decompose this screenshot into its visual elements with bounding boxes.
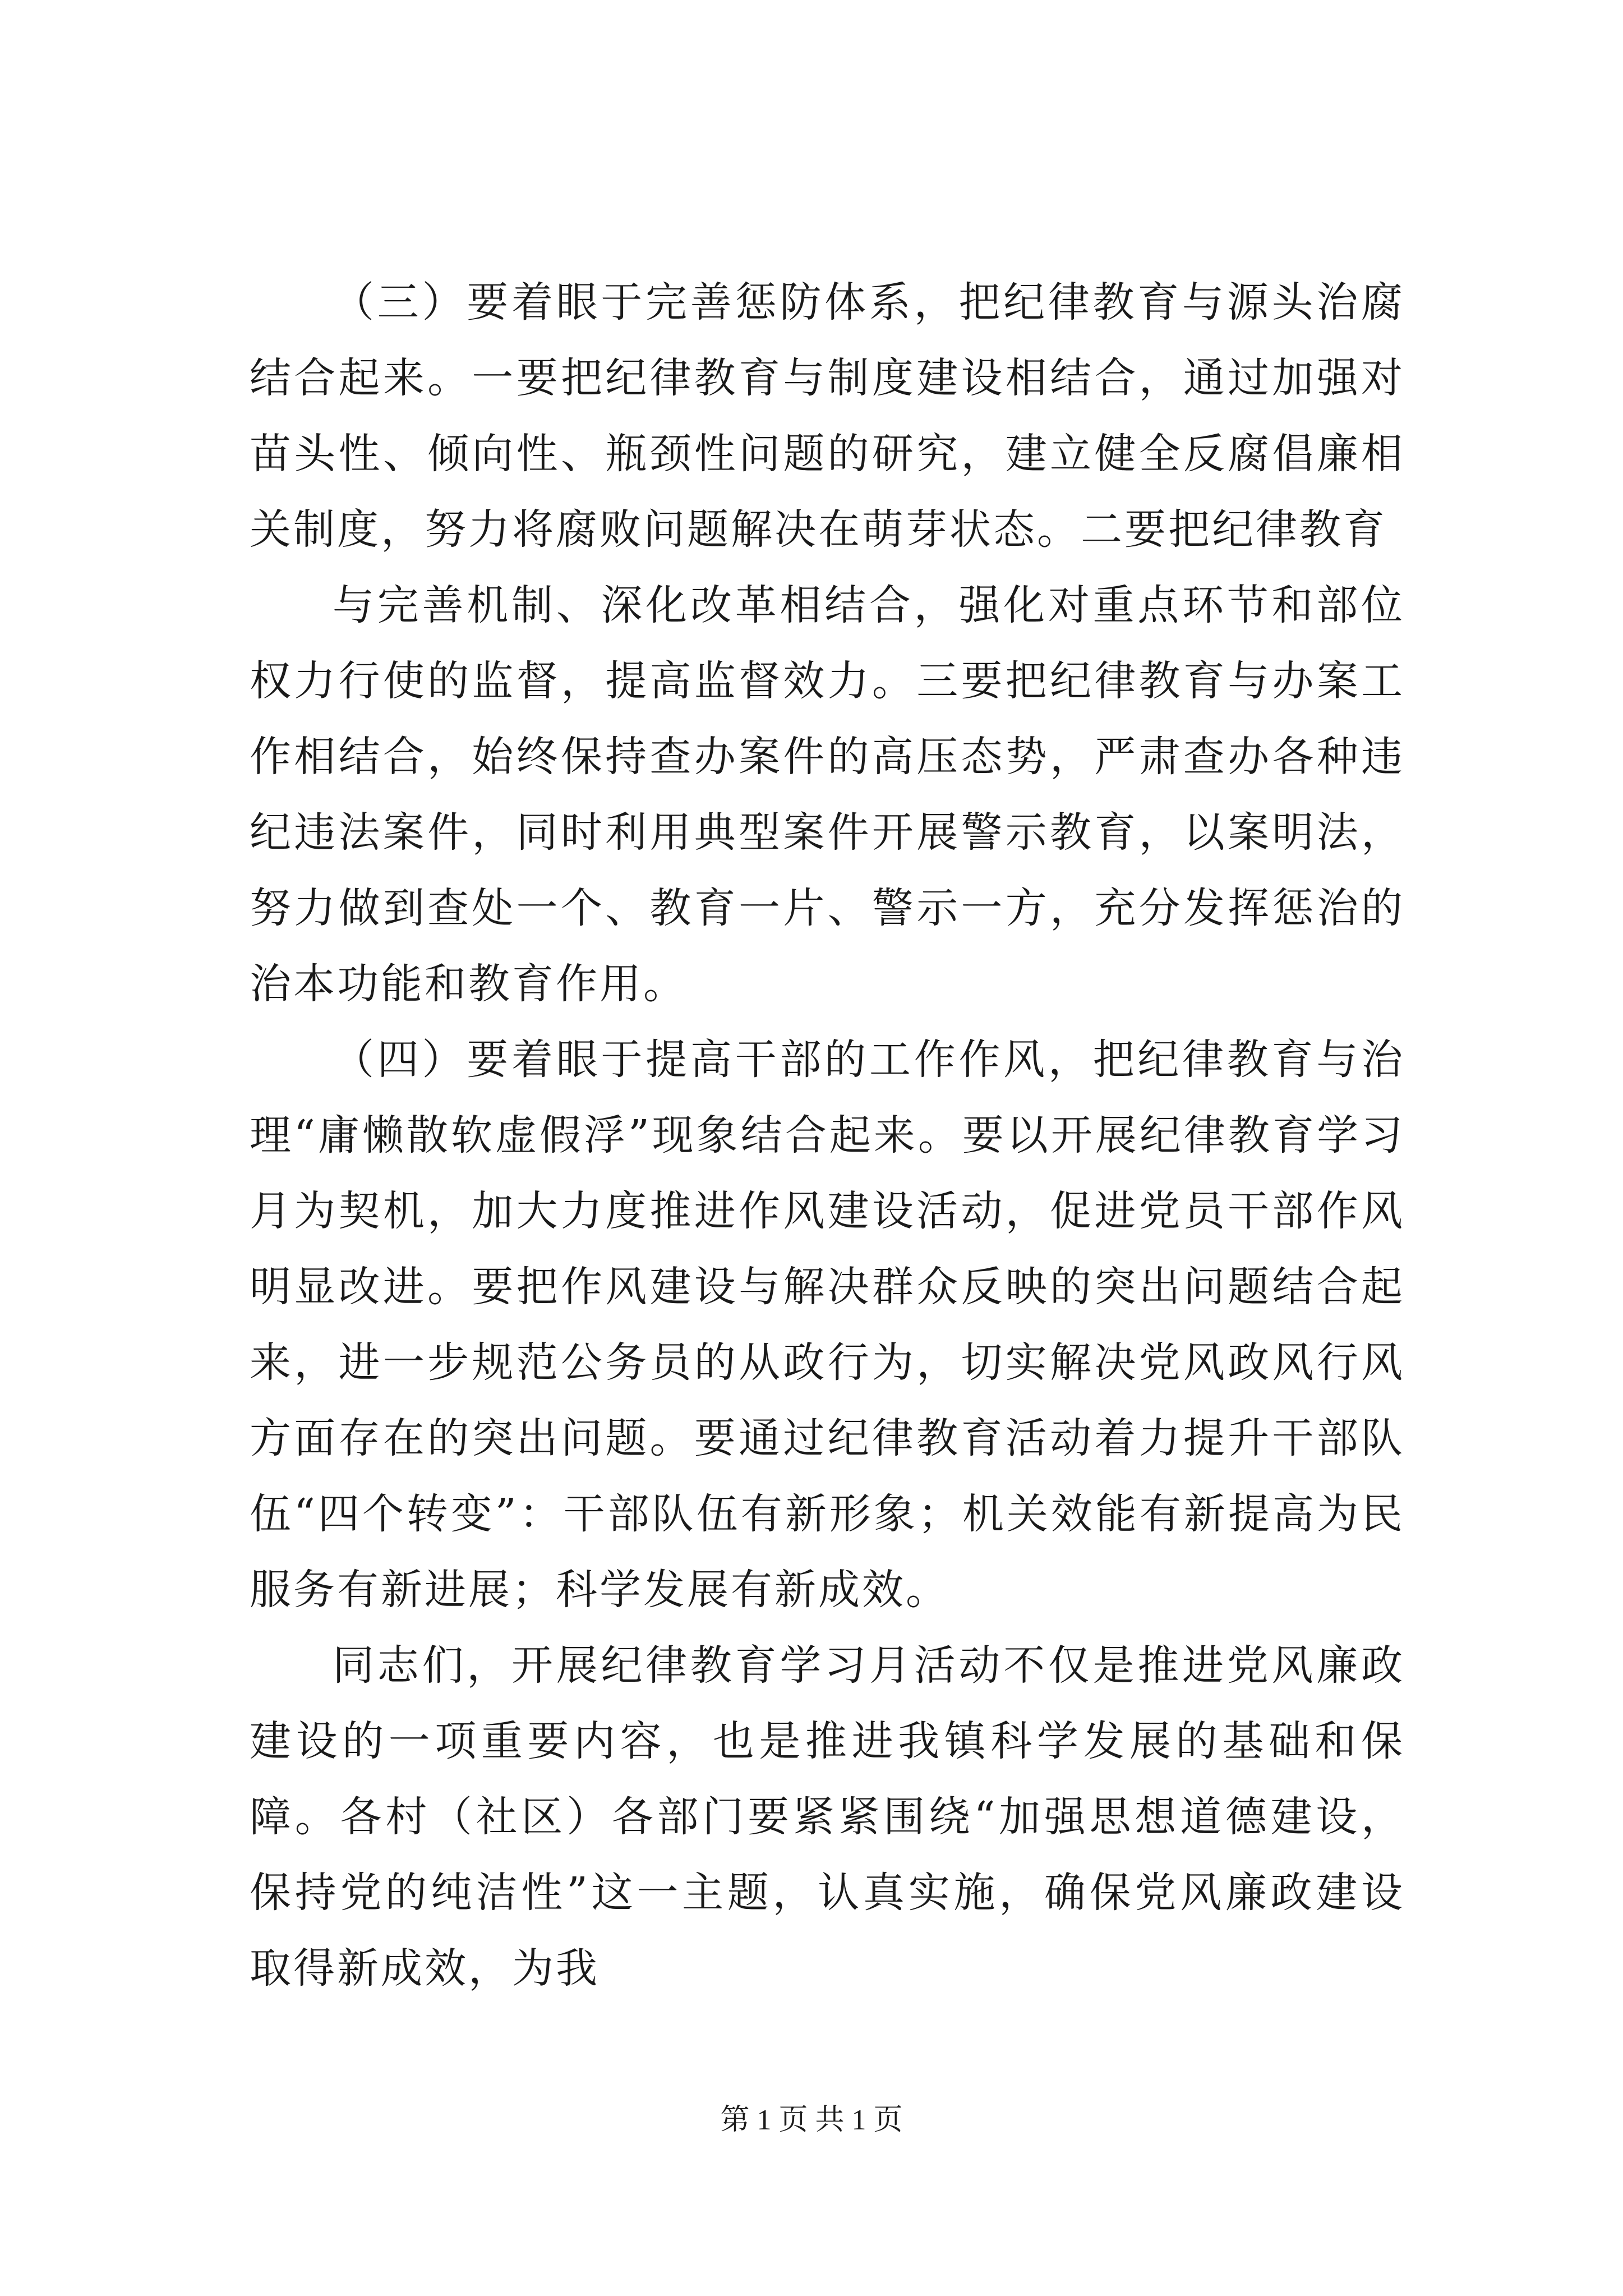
- paragraph-discipline-prevention: （三）要着眼于完善惩防体系，把纪律教育与源头治腐结合起来。一要把纪律教育与制度建设相结合，通过加强对苗头性、倾向性、瓶颈性问题的研究，建立健全反腐倡廉相关制度，努力将腐败问题解决在萌芽状态。二要把纪律教育: [250, 278, 1405, 554]
- paragraph-closing-remarks: 同志们，开展纪律教育学习月活动不仅是推进党风廉政建设的一项重要内容，也是推进我镇科学发展的基础和保障。各村（社区）各部门要紧紧围绕“加强思想道德建设，保持党的纯洁性”这一主题，认真实施，确保党风廉政建设取得新成效，为我: [250, 1641, 1405, 1993]
- paragraph-mechanism-reform: 与完善机制、深化改革相结合，强化对重点环节和部位权力行使的监督，提高监督效力。三要把纪律教育与办案工作相结合，始终保持查办案件的高压态势，严肃查办各种违纪违法案件，同时利用典型案件开展警示教育，以案明法，努力做到查处一个、教育一片、警示一方，充分发挥惩治的治本功能和教育作用。: [250, 581, 1405, 1008]
- paragraph-work-style: （四）要着眼于提高干部的工作作风，把纪律教育与治理“庸懒散软虚假浮”现象结合起来。要以开展纪律教育学习月为契机，加大力度推进作风建设活动，促进党员干部作风明显改进。要把作风建设与解决群众反映的突出问题结合起来，进一步规范公务员的从政行为，切实解决党风政风行风方面存在的突出问题。要通过纪律教育活动着力提升干部队伍“四个转变”：干部队伍有新形象；机关效能有新提高为民服务有新进展；科学发展有新成效。: [250, 1036, 1405, 1614]
- document-body: [250, 265, 1405, 2007]
- page-footer: 第 1 页 共 1 页: [720, 2104, 903, 2136]
